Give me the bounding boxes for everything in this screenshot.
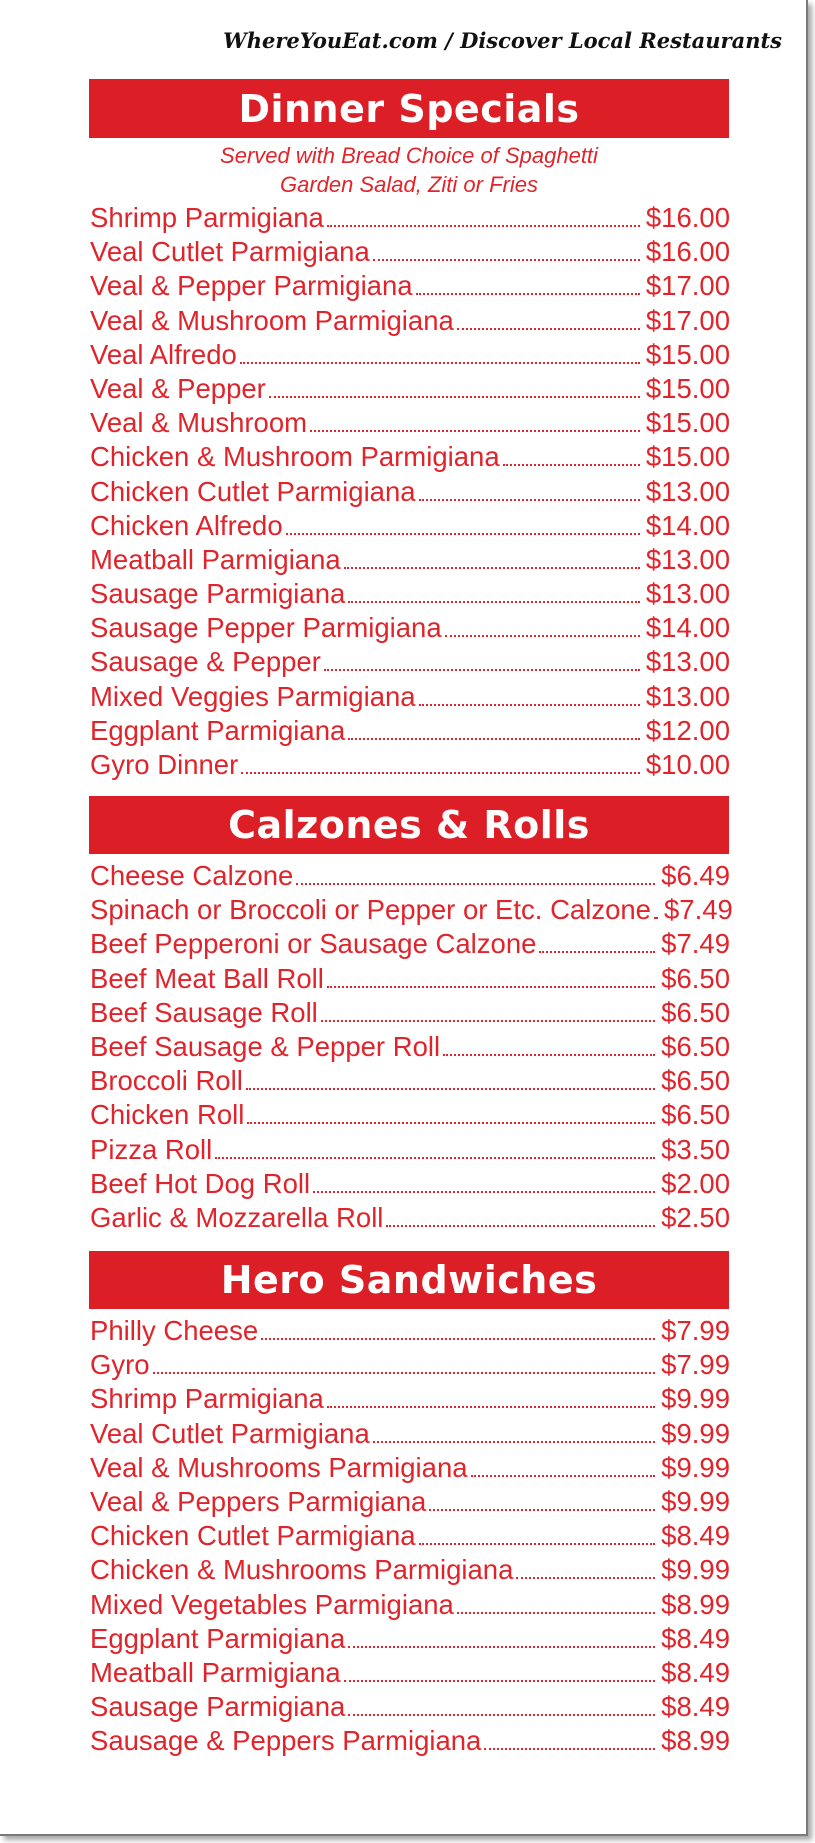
menu-item — [90, 859, 730, 893]
menu-item-name: Meatball Parmigiana — [90, 1656, 341, 1688]
menu-item — [90, 201, 730, 235]
menu-item — [90, 1485, 730, 1519]
dot-leader — [327, 1406, 655, 1408]
dot-leader — [373, 259, 640, 261]
menu-item-name: Mixed Veggies Parmigiana — [90, 680, 416, 712]
dot-leader — [419, 704, 640, 706]
section-title-dinner-specials: Dinner Specials — [89, 79, 729, 138]
dot-leader — [344, 1680, 655, 1682]
menu-item — [90, 748, 730, 782]
menu-item — [90, 1417, 730, 1451]
menu-item-price: $16.00 — [645, 236, 730, 268]
menu-item-price: $14.00 — [645, 612, 730, 644]
menu-item — [90, 1690, 730, 1724]
menu-item-name: Chicken Cutlet Parmigiana — [90, 475, 416, 507]
menu-item — [90, 406, 730, 440]
menu-item — [90, 1451, 730, 1485]
menu-item-price: $13.00 — [645, 578, 730, 610]
menu-item-price: $9.99 — [661, 1417, 730, 1449]
menu-item-name: Beef Hot Dog Roll — [90, 1167, 311, 1199]
menu-item-name: Gyro Dinner — [90, 749, 239, 780]
menu-item-price: $6.49 — [661, 860, 730, 891]
dot-leader — [348, 738, 640, 740]
menu-item-name: Gyro — [90, 1349, 150, 1381]
dot-leader — [261, 1338, 655, 1340]
menu-item-name: Eggplant Parmigiana — [90, 1622, 346, 1654]
menu-item — [90, 440, 730, 474]
dot-leader — [654, 917, 658, 919]
menu-item-price: $8.49 — [661, 1622, 730, 1654]
section-title-hero-sandwiches: Hero Sandwiches — [89, 1251, 729, 1309]
dot-leader — [153, 1372, 656, 1374]
menu-item — [90, 475, 730, 509]
menu-item-price: $13.00 — [645, 680, 730, 712]
menu-item — [90, 927, 730, 961]
section-title-calzones-rolls: Calzones & Rolls — [89, 796, 729, 854]
menu-item-price: $13.00 — [645, 475, 730, 507]
menu-item — [90, 304, 730, 338]
menu-item — [90, 1201, 730, 1235]
menu-item — [90, 1133, 730, 1167]
dot-leader — [429, 1509, 655, 1511]
menu-item-name: Garlic & Mozzarella Roll — [90, 1201, 384, 1233]
menu-item-name: Shrimp Parmigiana — [90, 202, 324, 233]
dot-leader — [457, 1612, 655, 1614]
dot-leader — [348, 601, 640, 603]
menu-item-name: Broccoli Roll — [90, 1065, 243, 1097]
menu-item-name: Veal & Mushroom Parmigiana — [90, 304, 454, 336]
dot-leader — [327, 225, 640, 227]
menu-item — [90, 338, 730, 372]
menu-item-price: $13.00 — [645, 646, 730, 678]
menu-item-price: $15.00 — [645, 338, 730, 370]
menu-item-name: Veal Cutlet Parmigiana — [90, 1417, 370, 1449]
menu-item-price: $15.00 — [645, 441, 730, 473]
dot-leader — [215, 1157, 655, 1159]
dot-leader — [247, 1122, 655, 1124]
menu-item-name: Veal & Pepper — [90, 372, 266, 404]
menu-item-price: $8.49 — [661, 1656, 730, 1688]
menu-item-price: $8.49 — [661, 1691, 730, 1723]
menu-item — [90, 645, 730, 679]
dot-leader — [240, 362, 640, 364]
menu-item — [90, 577, 730, 611]
menu-item-name: Veal & Mushroom — [90, 407, 308, 439]
menu-item-name: Chicken Alfredo — [90, 509, 283, 541]
dot-leader — [457, 328, 640, 330]
menu-item — [90, 543, 730, 577]
menu-item-price: $15.00 — [645, 407, 730, 439]
dot-leader — [443, 1054, 655, 1056]
dot-leader — [419, 1543, 656, 1545]
menu-item-price: $3.50 — [661, 1133, 730, 1165]
menu-item-name: Chicken & Mushroom Parmigiana — [90, 441, 500, 473]
site-header: WhereYouEat.com / Discover Local Restaurants — [223, 28, 782, 53]
menu-item-name: Mixed Vegetables Parmigiana — [90, 1588, 454, 1620]
menu-item — [90, 1382, 730, 1416]
dot-leader — [327, 986, 655, 988]
dot-leader — [296, 883, 655, 885]
dot-leader — [321, 1020, 655, 1022]
menu-item-name: Meatball Parmigiana — [90, 543, 341, 575]
menu-item — [90, 1724, 730, 1758]
menu-item-name: Sausage & Peppers Parmigiana — [90, 1725, 482, 1757]
subtitle-line: Garden Salad, Ziti or Fries — [280, 172, 538, 197]
menu-item-name: Chicken Roll — [90, 1099, 245, 1131]
menu-item — [90, 1588, 730, 1622]
menu-item-name: Beef Sausage & Pepper Roll — [90, 1030, 441, 1062]
dot-leader — [310, 430, 640, 432]
subtitle-line: Served with Bread Choice of Spaghetti — [220, 143, 598, 168]
menu-item-price: $7.49 — [661, 928, 730, 960]
dot-leader — [286, 533, 640, 535]
menu-item — [90, 269, 730, 303]
dot-leader — [324, 669, 640, 671]
menu-item-name: Sausage & Pepper — [90, 646, 321, 678]
menu-item-price: $6.50 — [661, 962, 730, 994]
menu-item-price: $6.50 — [661, 1065, 730, 1097]
menu-item — [90, 235, 730, 269]
menu-item — [90, 1553, 730, 1587]
calzones-rolls-list — [90, 859, 733, 1235]
menu-item-name: Sausage Parmigiana — [90, 578, 346, 610]
menu-item-name: Beef Pepperoni or Sausage Calzone — [90, 928, 537, 960]
menu-item-price: $17.00 — [645, 270, 730, 302]
menu-item — [90, 893, 733, 927]
menu-item-price: $6.50 — [661, 1030, 730, 1062]
menu-item — [90, 1348, 730, 1382]
menu-item — [90, 509, 730, 543]
menu-item-name: Philly Cheese — [90, 1315, 259, 1346]
menu-item-name: Chicken Cutlet Parmigiana — [90, 1520, 416, 1552]
dot-leader — [373, 1441, 655, 1443]
dot-leader — [539, 951, 655, 953]
menu-item-price: $2.00 — [661, 1167, 730, 1199]
dot-leader — [503, 464, 640, 466]
dot-leader — [344, 567, 640, 569]
hero-sandwiches-list — [90, 1314, 730, 1758]
menu-item-price: $6.50 — [661, 996, 730, 1028]
menu-item — [90, 372, 730, 406]
menu-item-price: $15.00 — [645, 372, 730, 404]
dot-leader — [348, 1646, 655, 1648]
dot-leader — [313, 1191, 655, 1193]
menu-item-name: Sausage Pepper Parmigiana — [90, 612, 442, 644]
menu-item-price: $14.00 — [645, 509, 730, 541]
menu-item-price: $16.00 — [645, 202, 730, 233]
menu-item-price: $13.00 — [645, 543, 730, 575]
menu-item-name: Veal & Mushrooms Parmigiana — [90, 1451, 468, 1483]
dot-leader — [386, 1225, 655, 1227]
menu-item-price: $17.00 — [645, 304, 730, 336]
menu-item — [90, 714, 730, 748]
menu-item-price: $9.99 — [661, 1383, 730, 1415]
menu-item-price: $7.99 — [661, 1315, 730, 1346]
menu-item-name: Veal & Pepper Parmigiana — [90, 270, 413, 302]
menu-item — [90, 1098, 730, 1132]
menu-item-name: Veal Alfredo — [90, 338, 237, 370]
menu-item-price: $7.99 — [661, 1349, 730, 1381]
menu-item-name: Chicken & Mushrooms Parmigiana — [90, 1554, 514, 1586]
menu-item-name: Eggplant Parmigiana — [90, 714, 346, 746]
menu-item-name: Veal Cutlet Parmigiana — [90, 236, 370, 268]
dot-leader — [445, 635, 640, 637]
menu-item — [90, 996, 730, 1030]
menu-item — [90, 1064, 730, 1098]
menu-item-name: Beef Sausage Roll — [90, 996, 318, 1028]
menu-item-price: $9.99 — [661, 1485, 730, 1517]
section-subtitle — [89, 141, 729, 199]
menu-item — [90, 1314, 730, 1348]
menu-item-price: $8.99 — [661, 1725, 730, 1757]
dot-leader — [241, 772, 640, 774]
menu-item — [90, 1622, 730, 1656]
dot-leader — [484, 1748, 655, 1750]
menu-item-price: $7.49 — [663, 894, 733, 926]
dot-leader — [516, 1577, 655, 1579]
menu-item-price: $9.99 — [661, 1554, 730, 1586]
menu-item — [90, 1167, 730, 1201]
menu-item-name: Sausage Parmigiana — [90, 1691, 346, 1723]
menu-item-price: $9.99 — [661, 1451, 730, 1483]
menu-item-price: $10.00 — [645, 749, 730, 780]
menu-item-price: $12.00 — [645, 714, 730, 746]
menu-item — [90, 1030, 730, 1064]
menu-item-name: Veal & Peppers Parmigiana — [90, 1485, 427, 1517]
menu-item-price: $6.50 — [661, 1099, 730, 1131]
dot-leader — [471, 1475, 656, 1477]
menu-item-price: $8.49 — [661, 1520, 730, 1552]
dot-leader — [416, 293, 640, 295]
menu-item-price: $8.99 — [661, 1588, 730, 1620]
menu-item — [90, 962, 730, 996]
dot-leader — [348, 1714, 655, 1716]
menu-item-name: Beef Meat Ball Roll — [90, 962, 324, 994]
dinner-specials-list — [90, 201, 730, 782]
menu-item-name: Cheese Calzone — [90, 860, 294, 891]
menu-item-price: $2.50 — [661, 1201, 730, 1233]
menu-item — [90, 680, 730, 714]
dot-leader — [269, 396, 640, 398]
menu-item-name: Spinach or Broccoli or Pepper or Etc. Calzone — [90, 894, 651, 926]
dot-leader — [419, 499, 640, 501]
menu-item-name: Pizza Roll — [90, 1133, 213, 1165]
dot-leader — [246, 1088, 655, 1090]
menu-item — [90, 611, 730, 645]
menu-item — [90, 1656, 730, 1690]
menu-item — [90, 1519, 730, 1553]
menu-item-name: Shrimp Parmigiana — [90, 1383, 324, 1415]
